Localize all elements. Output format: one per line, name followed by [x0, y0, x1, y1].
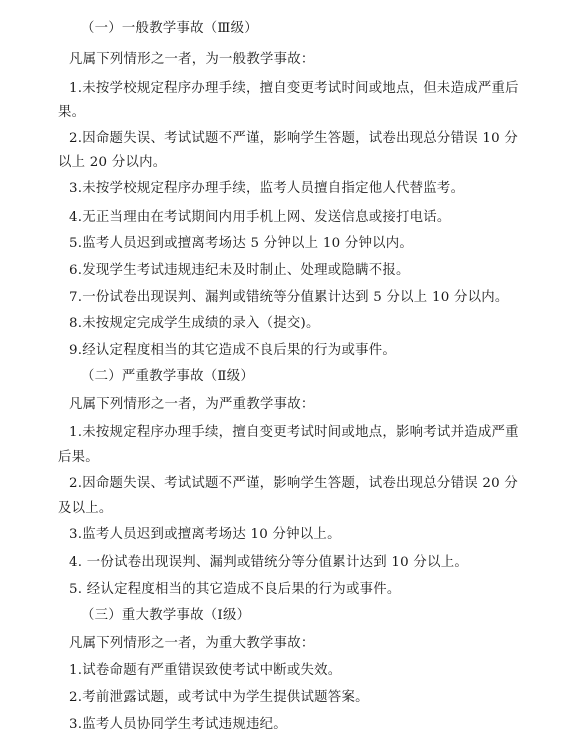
list-item: 9.经认定程度相当的其它造成不良后果的行为或事件。: [69, 343, 397, 358]
list-item: 3.未按学校规定程序办理手续，监考人员擅自指定他人代替监考。: [69, 181, 465, 196]
list-item: 3.监考人员协同学生考试违规违纪。: [69, 717, 287, 732]
list-item-continuation: 果。: [58, 105, 86, 120]
list-item-continuation: 及以上。: [58, 501, 113, 516]
list-item: 2.因命题失误、考试试题不严谨，影响学生答题，试卷出现总分错误 10 分: [69, 131, 519, 146]
list-item: 7.一份试卷出现误判、漏判或错统等分值累计达到 5 分以上 10 分以内。: [69, 290, 509, 305]
list-item-continuation: 以上 20 分以内。: [58, 155, 167, 170]
list-item: 5. 经认定程度相当的其它造成不良后果的行为或事件。: [69, 582, 401, 597]
list-item: 1.未按规定程序办理手续，擅自变更考试时间或地点，影响考试并造成严重: [69, 425, 519, 440]
list-item: 4.无正当理由在考试期间内用手机上网、发送信息或接打电话。: [69, 210, 451, 225]
list-item-continuation: 后果。: [58, 450, 99, 465]
section-heading: （一）一般教学事故（Ⅲ级）: [81, 21, 258, 36]
section-intro: 凡属下列情形之一者，为一般教学事故：: [69, 52, 315, 67]
list-item: 4. 一份试卷出现误判、漏判或错统分等分值累计达到 10 分以上。: [69, 555, 468, 570]
list-item: 2.因命题失误、考试试题不严谨，影响学生答题，试卷出现总分错误 20 分: [69, 476, 519, 491]
section-heading: （二）严重教学事故（Ⅱ级）: [81, 369, 255, 384]
section-intro: 凡属下列情形之一者，为严重教学事故：: [69, 397, 315, 412]
list-item: 6.发现学生考试违规违纪未及时制止、处理或隐瞒不报。: [69, 263, 410, 278]
list-item: 3.监考人员迟到或擅离考场达 10 分钟以上。: [69, 527, 341, 542]
list-item: 1.未按学校规定程序办理手续，擅自变更考试时间或地点，但未造成严重后: [69, 81, 519, 96]
list-item: 1.试卷命题有严重错误致使考试中断或失效。: [69, 663, 342, 678]
section-heading: （三）重大教学事故（Ⅰ级）: [81, 608, 251, 623]
section-intro: 凡属下列情形之一者，为重大教学事故：: [69, 636, 315, 651]
list-item: 8.未按规定完成学生成绩的录入（提交)。: [69, 316, 320, 331]
list-item: 2.考前泄露试题，或考试中为学生提供试题答案。: [69, 690, 369, 705]
list-item: 5.监考人员迟到或擅离考场达 5 分钟以上 10 分钟以内。: [69, 236, 414, 251]
